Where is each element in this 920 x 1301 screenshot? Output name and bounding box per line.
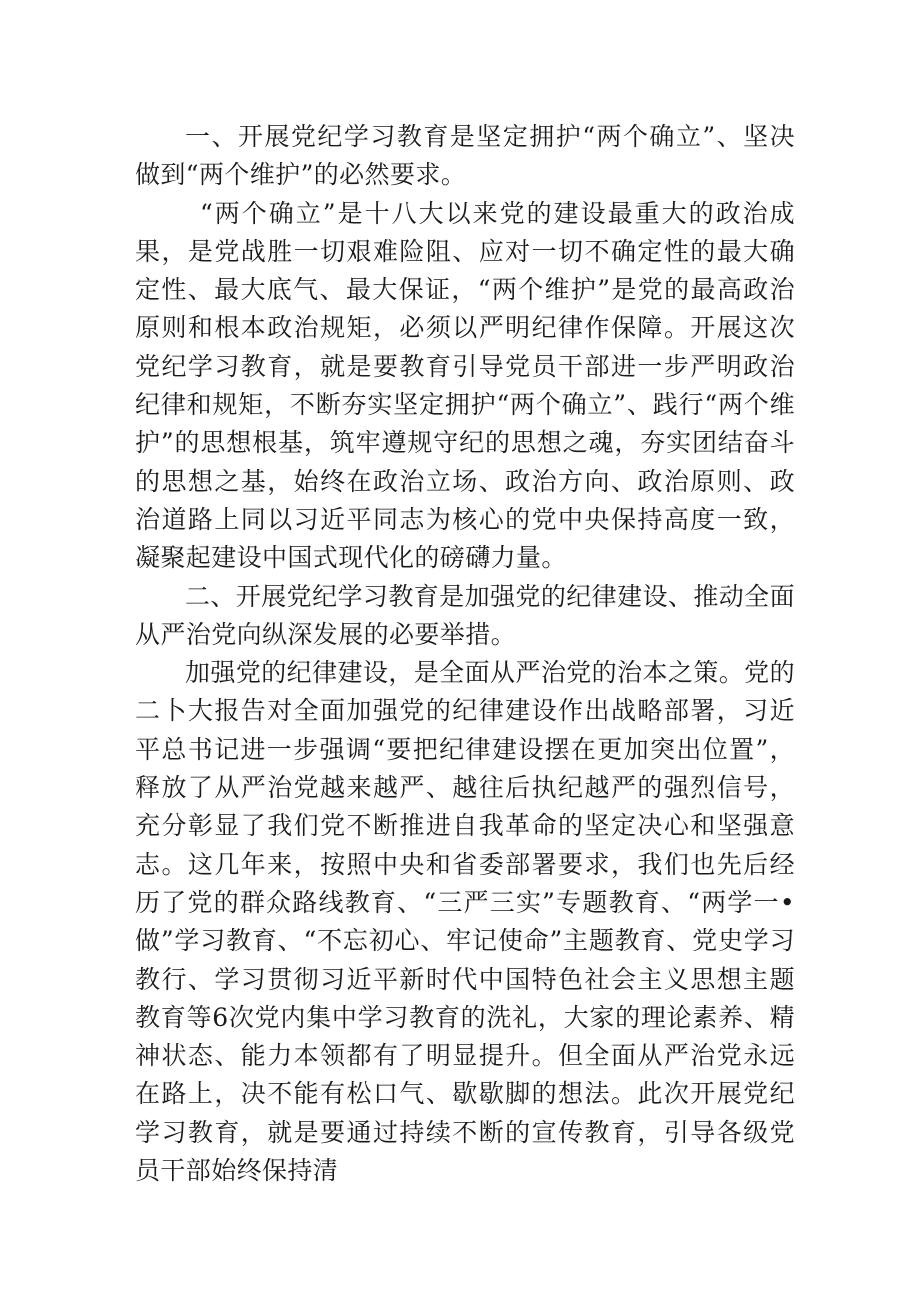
section-paragraph-1: “两个确立”是十八大以来党的建设最重大的政治成果，是党战胜一切艰难险阻、应对一切不确定性的最大确定性、最大底气、最大保证，“两个维护”是党的最高政治原则和根本政治规矩，必须以严明纪律作保障。开展这次党纪学习教育，就是要教育引导党员干部进一步严明政治纪律和规矩，不断夯实坚定拥护“两个确立”、践行“两个维护”的思想根基，筑牢遵规守纪的思想之魂，夯实团结奋斗的思想之基，始终在政治立场、政治方向、政治原则、政治道路上同以习近平同志为核心的党中央保持高度一致，凝聚起建设中国式现代化的磅礴力量。 [135,198,795,573]
section-heading-2: 二、开展党纪学习教育是加强党的纪律建设、推动全面从严治党向纵深发展的必要举措。 [135,581,795,649]
section-paragraph-2: 加强党的纪律建设，是全面从严治党的治本之策。党的二卜大报告对全面加强党的纪律建设作出战略部署，习近平总书记进一步强调“要把纪律建设摆在更加突出位置”，释放了从严治党越来越严、越往后执纪越严的强烈信号，充分彰显了我们党不断推进自我革命的坚定决心和坚强意志。这几年来，按照中央和省委部署要求，我们也先后经历了党的群众路线教育、“三严三实”专题教育、“两学一•做”学习教育、“不忘初心、牢记使命”主题教育、党史学习教行、学习贯彻习近平新时代中国特色社会主义思想主题教育等6次党内集中学习教育的洗礼，大家的理论素养、精神状态、能力本领都有了明显提升。但全面从严治党永远在路上，决不能有松口气、歇歇脚的想法。此次开展党纪学习教育，就是要通过持续不断的宣传教育，引导各级党员干部始终保持清 [135,658,795,1186]
section-heading-1: 一、开展党纪学习教育是坚定拥护“两个确立”、坚决做到“两个维护”的必然要求。 [135,122,795,190]
document-body [135,118,795,1190]
